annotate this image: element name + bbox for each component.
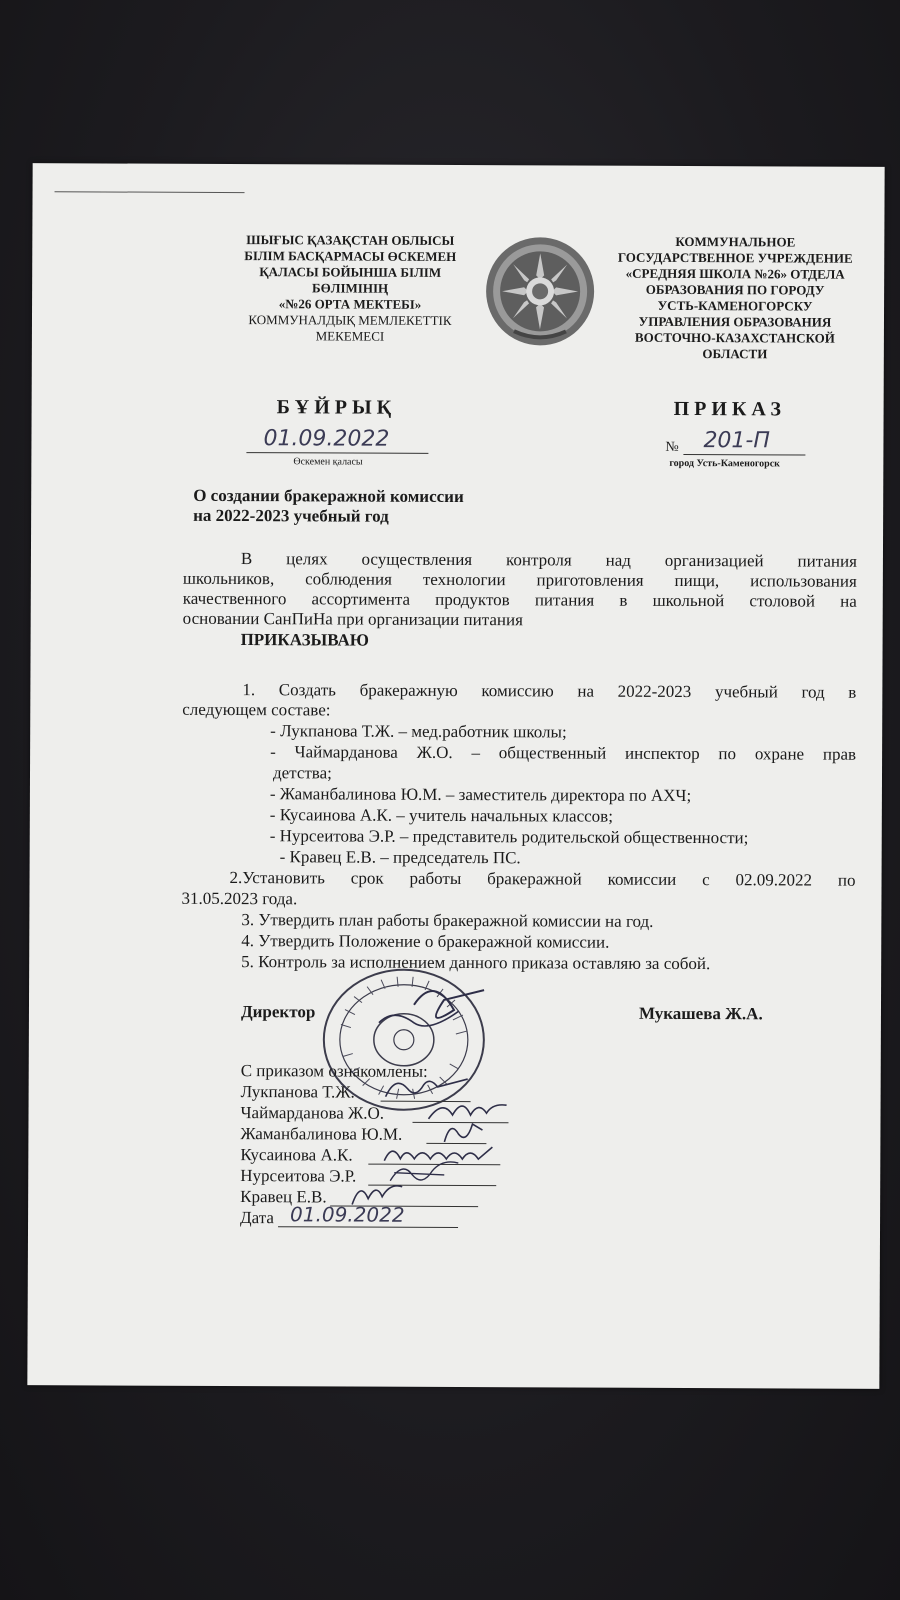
ack-name: Чаймарданова Ж.О. <box>240 1103 385 1123</box>
preamble-line: В целях осуществления контроля над организацией питания <box>240 549 857 571</box>
item-5: 5. Контроль за исполнением данного приказа оставляю за собой. <box>241 952 711 974</box>
item-1-line-1: 1. Создать бракеражную комиссию на 2022-2023 учебный год в <box>242 680 857 702</box>
order-date: 01.09.2022 <box>263 426 390 452</box>
subject-line-1: О создании бракеражной комиссии <box>193 485 464 507</box>
item-3: 3. Утвердить план работы бракеражной комиссии на год. <box>241 910 654 931</box>
ack-heading: С приказом ознакомлены: <box>240 1061 428 1081</box>
member-line: детства; <box>272 763 332 783</box>
top-rule <box>55 191 245 193</box>
header-right <box>600 234 871 363</box>
ack-name: Нурсеитова Э.Р. <box>240 1166 357 1186</box>
preamble-line: основании СанПиНа при организации питания <box>182 608 523 630</box>
title-kz: БҰЙРЫҚ <box>276 396 397 419</box>
header-right-line: ОБЛАСТИ <box>702 346 768 362</box>
header-left <box>200 232 500 345</box>
member-line: - Жаманбалинова Ю.М. – заместитель директора по АХЧ; <box>269 784 692 806</box>
header-right-line: «СРЕДНЯЯ ШКОЛА №26» ОТДЕЛА <box>625 265 845 282</box>
order-number-prefix: № <box>665 439 679 455</box>
header-right-line: УПРАВЛЕНИЯ ОБРАЗОВАНИЯ <box>638 313 832 330</box>
member-line: - Нурсеитова Э.Р. – представитель родительской общественности; <box>269 826 749 848</box>
header-left-line: БӨЛІМІНІҢ <box>312 280 389 296</box>
ack-date-handwritten: 01.09.2022 <box>290 1202 405 1227</box>
header-left-line: «№26 ОРТА МЕКТЕБІ» <box>278 296 422 312</box>
member-line: - Лукпанова Т.Ж. – мед.работник школы; <box>270 721 567 742</box>
city-kz: Өскемен қаласы <box>293 456 363 468</box>
state-emblem-icon <box>484 235 597 352</box>
order-number: 201-П <box>703 428 771 454</box>
header-right-line: КОММУНАЛЬНОЕ <box>675 233 796 250</box>
preamble-line: школьников, соблюдения технологии приготовления пищи, использования <box>182 568 857 591</box>
ack-name: Кусаинова А.К. <box>240 1145 353 1165</box>
item-2-line-2: 31.05.2023 года. <box>181 888 298 909</box>
ack-date-label: Дата <box>240 1208 275 1228</box>
header-left-line: МЕКЕМЕСІ <box>315 328 385 344</box>
header-right-line: ВОСТОЧНО-КАЗАХСТАНСКОЙ <box>634 329 835 346</box>
member-line: - Кравец Е.В. – председатель ПС. <box>279 847 521 868</box>
preamble-line: качественного ассортимента продуктов питания в школьной столовой на <box>182 588 857 611</box>
ack-name: Кравец Е.В. <box>240 1187 327 1207</box>
header-left-line: ҚАЛАСЫ БОЙЫНША БІЛІМ <box>259 264 442 280</box>
header-left-line: ШЫҒЫС ҚАЗАҚСТАН ОБЛЫСЫ <box>246 232 455 248</box>
item-2-line-1: 2.Установить срок работы бракеражной комиссии с 02.09.2022 по <box>229 868 856 890</box>
header-left-line: КОММУНАЛДЫҚ МЕМЛЕКЕТТІК <box>248 312 452 328</box>
signature-role: Директор <box>240 1002 316 1022</box>
subject-line-2: на 2022-2023 учебный год <box>193 505 389 526</box>
item-4: 4. Утвердить Положение о бракеражной комиссии. <box>241 931 610 952</box>
document-page <box>27 163 884 1389</box>
date-underline <box>246 452 428 454</box>
header-left-line: БІЛІМ БАСҚАРМАСЫ ӨСКЕМЕН <box>244 248 457 264</box>
header-right-line: УСТЬ-КАМЕНОГОРСКУ <box>657 297 813 314</box>
header-right-line: ОБРАЗОВАНИЯ ПО ГОРОДУ <box>645 281 825 298</box>
city-ru: город Усть-Каменогорск <box>669 457 780 470</box>
signature-name: Мукашева Ж.А. <box>638 1003 763 1024</box>
ack-name: Лукпанова Т.Ж. <box>240 1082 355 1102</box>
member-line: - Чаймарданова Ж.О. – общественный инспектор по охране прав <box>270 742 857 764</box>
ack-name: Жаманбалинова Ю.М. <box>240 1124 403 1144</box>
number-underline <box>683 454 805 456</box>
order-word: ПРИКАЗЫВАЮ <box>240 630 370 650</box>
title-ru: ПРИКАЗ <box>673 397 786 421</box>
header-right-line: ГОСУДАРСТВЕННОЕ УЧРЕЖДЕНИЕ <box>617 249 853 266</box>
item-1-line-2: следующем составе: <box>182 699 331 720</box>
member-line: - Кусаинова А.К. – учитель начальных классов; <box>269 805 614 826</box>
